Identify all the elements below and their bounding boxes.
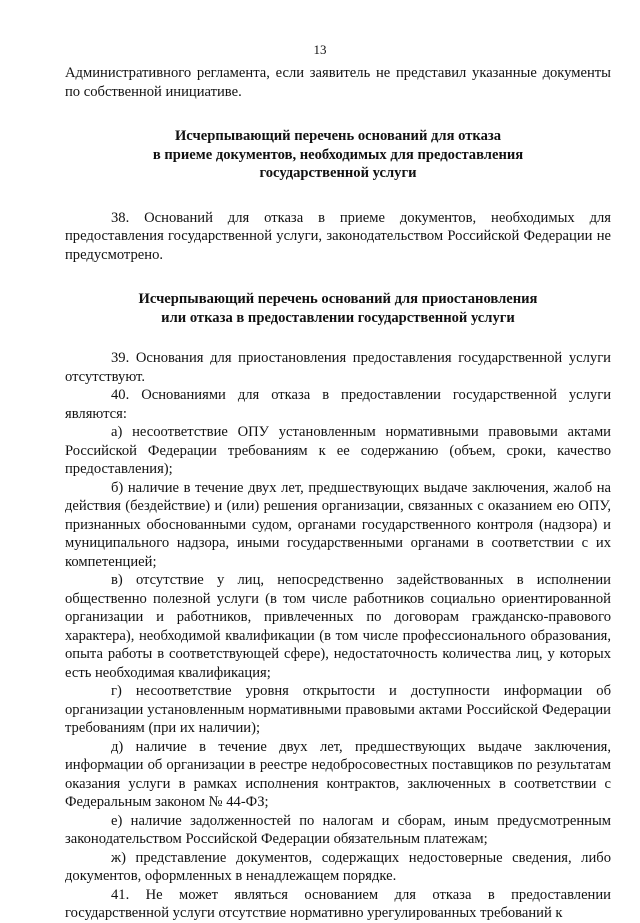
paragraph-38: 38. Оснований для отказа в приеме документов, необходимых для предоставления государственной услуги, законодательством Российской Федерации не предусмотрено. [65,209,611,263]
list-item-b: б) наличие в течение двух лет, предшествующих выдаче заключения, жалоб на действия (бездействие) и (или) решения организации, связанных с оказанием ею ОПУ, признанных обоснованными судом, органами государственного контроля (надзора) и муниципального надзора, иными государственными органами в соответствии с их компетенцией; [65,479,611,570]
heading-line: Исчерпывающий перечень оснований для отказа [174,128,502,144]
list-item-v: в) отсутствие у лиц, непосредственно задействованных в исполнении общественно полезной услуги (в том числе работников социально ориентированной организации и работников, привлеченных по договорам гражданско-правового характера), необходимой квалификации (в том числе профессионального образования, опыта работы в соответствующей сфере), недостаточность количества лиц, у которых есть необходимая квалификация; [65,572,611,681]
heading-line: государственной услуги [259,165,417,181]
list-item-a: а) несоответствие ОПУ установленным нормативными правовыми актами Российской Федерации требованиям к ее содержанию (объем, сроки, качество предоставления); [65,424,611,477]
document-body [65,64,611,923]
list-item-d: д) наличие в течение двух лет, предшествующих выдаче заключения, информации об организации в реестре недобросовестных поставщиков по результатам оказания услуги в рамках исполнения контрактов, заключенных в соответствии с Федеральным законом № 44-ФЗ; [65,738,611,810]
page-number: 13 [313,42,327,57]
list-item-e: е) наличие задолженностей по налогам и сборам, иным предусмотренным законодательством Российской Федерации обязательным платежам; [65,812,611,847]
list-item-g: г) несоответствие уровня открытости и доступности информации об организации установленным нормативными правовыми актами Российской Федерации требованиям (при их наличии); [65,683,611,736]
paragraph-40: 40. Основаниями для отказа в предоставлении государственной услуги являются: [65,387,611,422]
heading-line: Исчерпывающий перечень оснований для приостановления [138,291,538,307]
list-item-zh: ж) представление документов, содержащих недостоверные сведения, либо документов, оформленных в ненадлежащем порядке. [65,849,611,884]
section-heading-suspension-refusal [65,290,611,327]
intro-paragraph: Административного регламента, если заявитель не представил указанные документы по собственной инициативе. [65,65,611,100]
section-heading-refusal-acceptance [65,127,611,183]
heading-line: или отказа в предоставлении государственной услуги [161,309,515,326]
heading-line: в приеме документов, необходимых для предоставления [152,146,524,163]
paragraph-39: 39. Основания для приостановления предоставления государственной услуги отсутствуют. [65,350,611,385]
paragraph-41: 41. Не может являться основанием для отказа в предоставлении государственной услуги отсутствие нормативно урегулированных требований к [65,886,611,921]
